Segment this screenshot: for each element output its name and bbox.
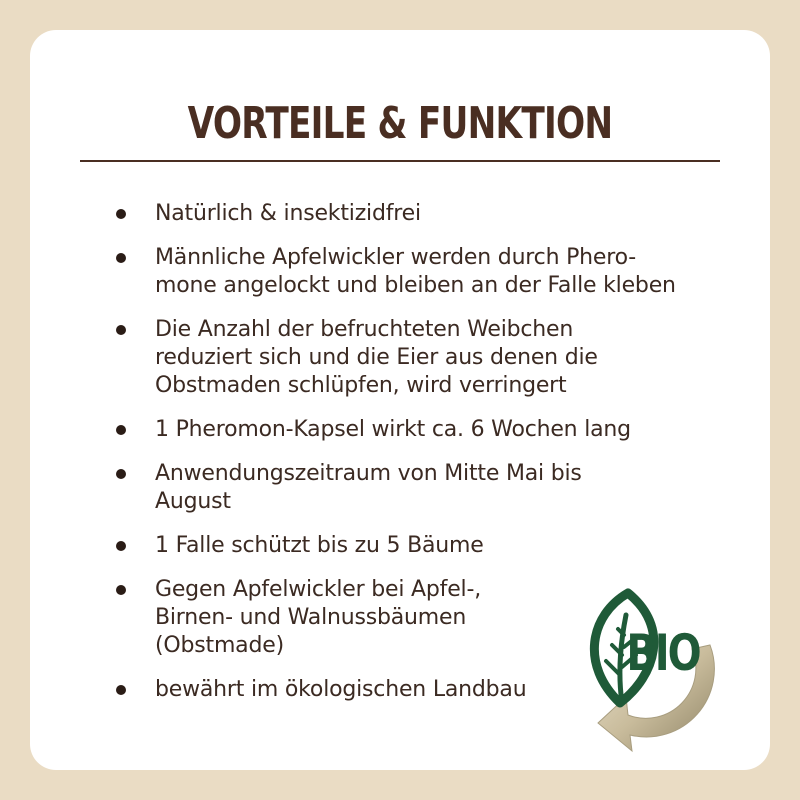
list-item xyxy=(110,460,730,516)
title-divider xyxy=(80,160,720,162)
list-item-text: 1 Falle schützt bis zu 5 Bäume xyxy=(155,533,484,558)
bullet-icon xyxy=(116,253,126,263)
bullet-icon xyxy=(116,585,126,595)
bullet-icon xyxy=(116,425,126,435)
list-item-text: 1 Pheromon-Kapsel wirkt ca. 6 Wochen lang xyxy=(155,417,631,442)
list-item-text: Anwendungszeitraum von Mitte Mai bis August xyxy=(155,461,582,514)
list-item xyxy=(110,532,730,560)
leaf-vein xyxy=(620,615,626,703)
page-title: VORTEILE & FUNKTION xyxy=(187,98,613,149)
list-item-text: bewährt im ökologischen Landbau xyxy=(155,677,527,702)
bullet-icon xyxy=(116,685,126,695)
bullet-icon xyxy=(116,541,126,551)
bullet-icon xyxy=(116,209,126,219)
list-item xyxy=(110,316,730,400)
bio-label: BIO xyxy=(626,623,700,683)
bullet-icon xyxy=(116,469,126,479)
list-item xyxy=(110,200,730,228)
list-item-text: Natürlich & insektizidfrei xyxy=(155,201,421,226)
list-item-text: Die Anzahl der befruchteten Weibchen reduziert sich und die Eier aus denen die Obstmaden schlüpfen, wird verringert xyxy=(155,317,598,398)
bio-badge-icon xyxy=(560,575,730,755)
list-item xyxy=(110,416,730,444)
list-item-text: Gegen Apfelwickler bei Apfel-, Birnen- und Walnussbäumen (Obstmade) xyxy=(155,577,481,658)
content-card xyxy=(30,30,770,770)
list-item-text: Männliche Apfelwickler werden durch Phero- mone angelockt und bleiben an der Falle kleben xyxy=(155,245,676,298)
bullet-icon xyxy=(116,325,126,335)
list-item xyxy=(110,244,730,300)
